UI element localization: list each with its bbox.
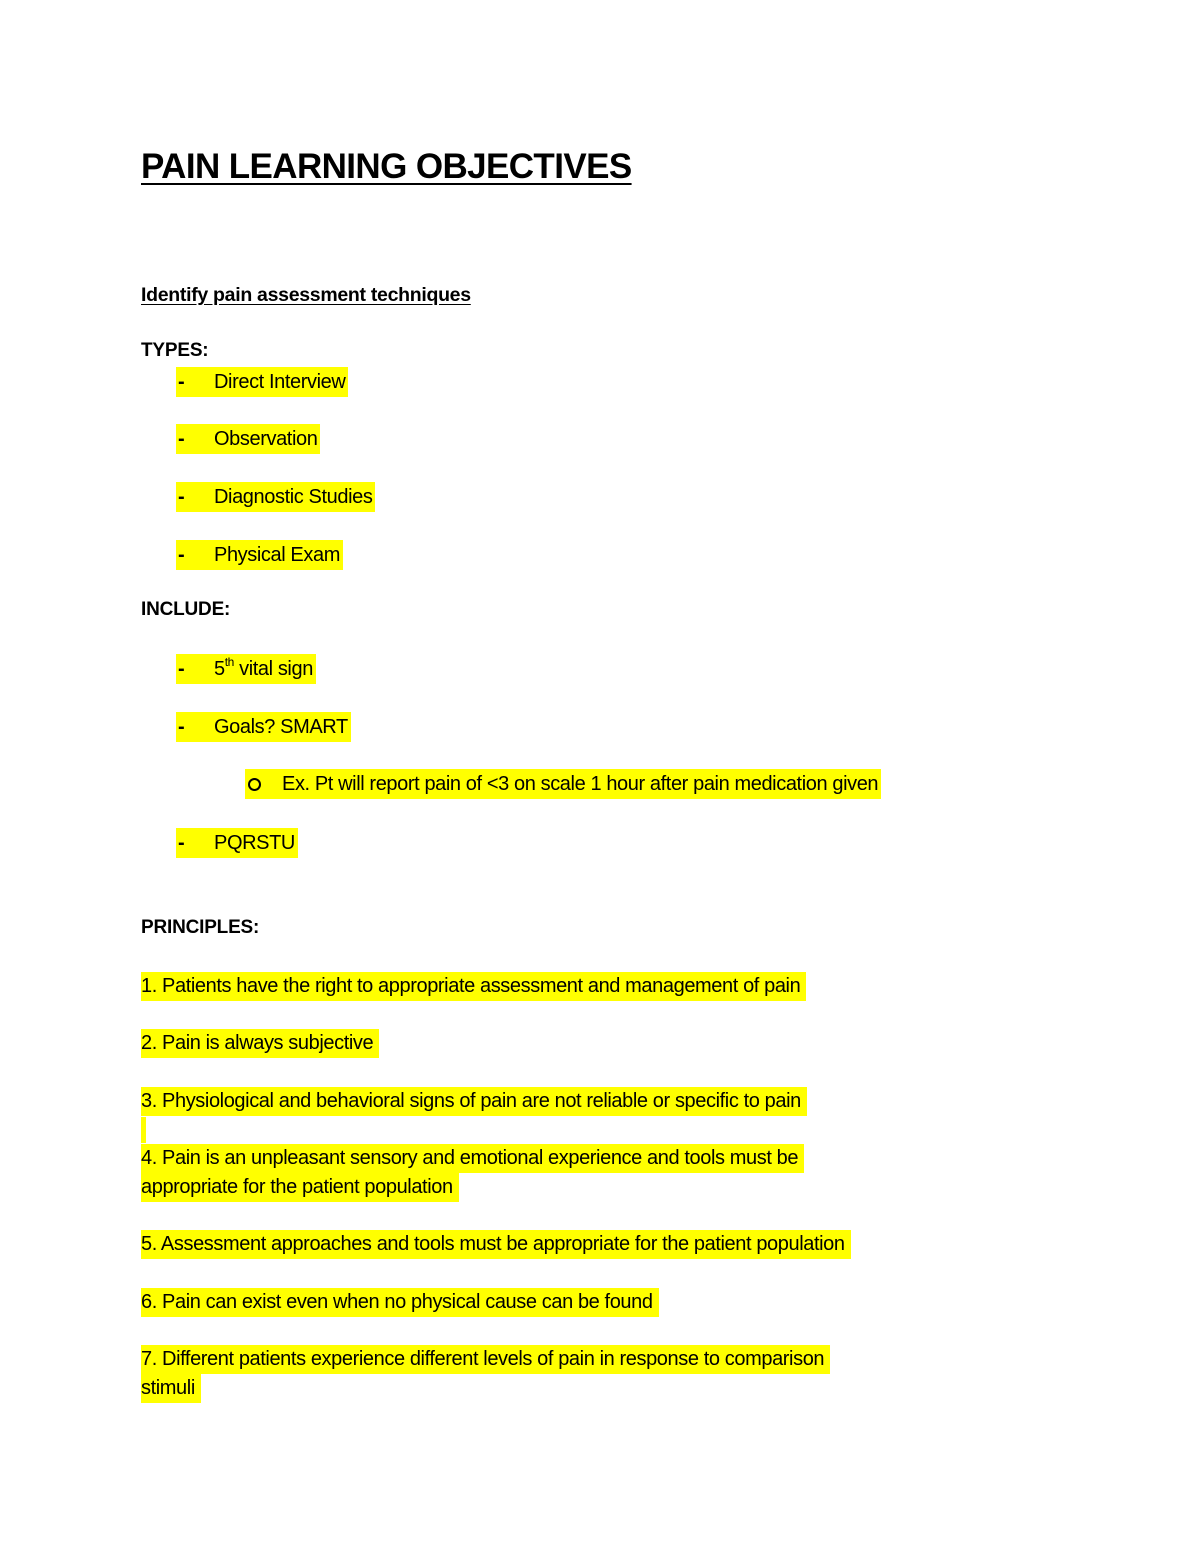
principle-text: 2. Pain is always subjective (141, 1029, 379, 1058)
types-label: TYPES: (141, 340, 209, 361)
bullet-dash: - (178, 832, 185, 854)
list-item-text: Observation (214, 428, 318, 450)
list-item-text: Direct Interview (214, 371, 346, 393)
list-item (176, 367, 348, 397)
bullet-dash: - (178, 371, 185, 393)
bullet-dash: - (178, 716, 185, 738)
bullet-dash: - (178, 486, 185, 508)
section-heading: Identify pain assessment techniques (141, 284, 471, 306)
principle-text: 1. Patients have the right to appropriate assessment and management of pain (141, 972, 806, 1001)
list-item-text: Goals? SMART (214, 716, 348, 738)
sub-list-item-text: Ex. Pt will report pain of <3 on scale 1 hour after pain medication given (282, 773, 879, 795)
principle-item (141, 972, 806, 1001)
principle-text-line: 4. Pain is an unpleasant sensory and emotional experience and tools must be (141, 1144, 804, 1173)
principle-text-line: 7. Different patients experience different levels of pain in response to comparison (141, 1345, 830, 1374)
principle-text-line: appropriate for the patient population (141, 1173, 459, 1202)
vital-sign-number: 5 (214, 658, 225, 680)
list-item (176, 424, 320, 454)
list-item-text: PQRSTU (214, 832, 295, 854)
list-item (176, 540, 343, 570)
principle-item (141, 1144, 804, 1202)
principle-item (141, 1288, 659, 1317)
page-title: PAIN LEARNING OBJECTIVES (141, 147, 632, 186)
principle-text-line: stimuli (141, 1374, 201, 1403)
circle-bullet-icon (248, 778, 261, 791)
list-item (176, 712, 351, 742)
include-label: INCLUDE: (141, 599, 231, 620)
principle-item (141, 1087, 807, 1116)
principle-item (141, 1029, 379, 1058)
vital-sign-text: vital sign (233, 658, 313, 680)
vital-sign-superscript: th (224, 655, 234, 669)
list-item (176, 654, 316, 684)
highlight-mark (141, 1117, 146, 1143)
sub-list-item (245, 769, 881, 799)
list-item (176, 828, 298, 858)
principle-item (141, 1345, 830, 1403)
principles-label: PRINCIPLES: (141, 917, 260, 938)
list-item-text: Diagnostic Studies (214, 486, 373, 508)
principle-text: 5. Assessment approaches and tools must be appropriate for the patient population (141, 1230, 851, 1259)
list-item (176, 482, 375, 512)
principle-text: 6. Pain can exist even when no physical cause can be found (141, 1288, 659, 1317)
principle-text: 3. Physiological and behavioral signs of pain are not reliable or specific to pain (141, 1087, 807, 1116)
principle-item (141, 1230, 851, 1259)
bullet-dash: - (178, 544, 185, 566)
bullet-dash: - (178, 428, 185, 450)
list-item-text: Physical Exam (214, 544, 340, 566)
bullet-dash: - (178, 658, 185, 680)
